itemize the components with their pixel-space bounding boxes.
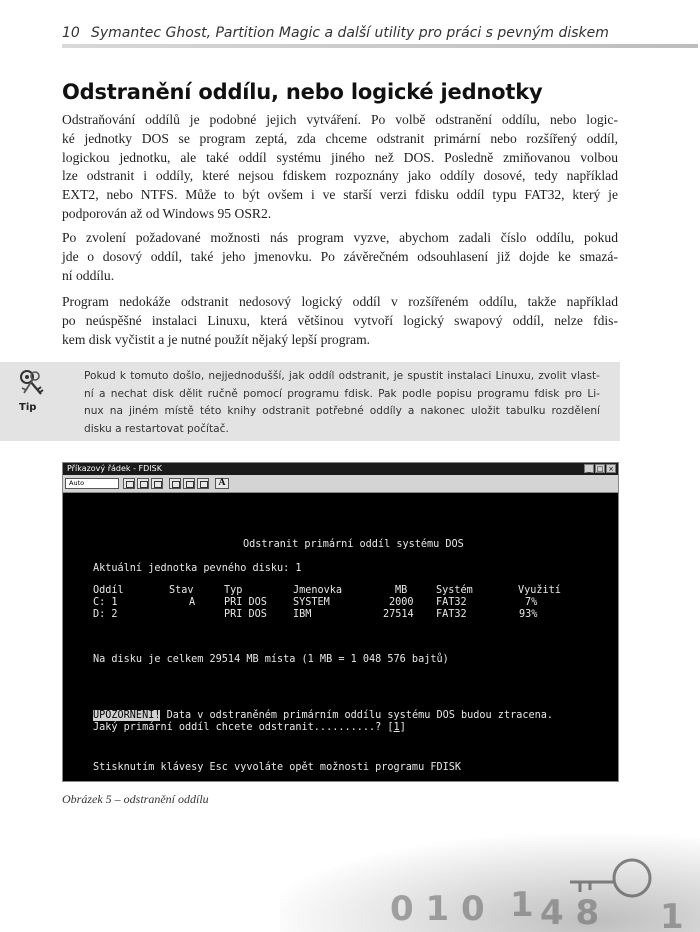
paragraph-line: Odstraňování oddílů je podobné jejich vytváření. Po volbě odstranění oddílu, nebo logic- — [62, 112, 618, 127]
column-header-system: Systém — [436, 585, 473, 596]
column-header-mb: MB — [395, 585, 408, 596]
window-controls — [583, 464, 616, 474]
paragraph-line: podporován až od Windows 95 OSR2. — [62, 205, 272, 221]
running-title: Symantec Ghost, Partition Magic a další utility pro práci s pevným diskem — [91, 25, 609, 41]
row-c-type: PRI DOS — [224, 597, 267, 608]
svg-text:4 8: 4 8 — [540, 893, 600, 932]
row-d-system: FAT32 — [436, 609, 467, 620]
paragraph-line: kem disk vyčistit a je nutné použít nějaký lepší program. — [62, 331, 371, 347]
current-drive-line: Aktuální jednotka pevného disku: 1 — [93, 563, 302, 574]
tip-box — [0, 362, 620, 441]
tip-line: disku a restartovat počítač. — [84, 422, 229, 435]
console-heading: Odstranit primární oddíl systému DOS — [243, 539, 464, 550]
font-size-select[interactable]: Auto — [65, 478, 119, 489]
warning-text: Data v odstraněném primárním oddílu systému DOS budou ztracena. — [160, 710, 554, 721]
tip-text — [84, 368, 600, 438]
window-toolbar — [63, 475, 618, 493]
tip-line: Pokud k tomuto došlo, nejjednodušší, jak oddíl odstranit, je spustit instalaci Linuxu, zvolit vlast- — [84, 370, 600, 382]
svg-text:0 1 0: 0 1 0 — [390, 889, 485, 929]
question-line — [93, 722, 406, 733]
warning-label: UPOZORNĚNÍ! — [93, 710, 161, 721]
fullscreen-icon[interactable] — [169, 478, 181, 489]
tip-line: nux na jiném místě této knihy odstranit potřebné oddíly a nakonec uložit tabulku rozdělení — [84, 405, 600, 417]
row-d-usage: 93% — [519, 609, 538, 620]
window-title: Příkazový řádek - FDISK — [67, 464, 162, 473]
paragraph-1 — [62, 111, 618, 224]
paragraph-line: po neúspěšné instalaci Linuxu, která většinou vytvoří logický swapový oddíl, nelze fdis- — [62, 312, 618, 328]
paragraph-line: ní oddílu. — [62, 267, 115, 283]
paragraph-line: Program nedokáže odstranit nedosový logický oddíl v rozšířeném oddílu, takže například — [62, 294, 618, 309]
maximize-button[interactable]: □ — [596, 465, 604, 473]
question-end: ] — [399, 722, 406, 733]
row-d-label: IBM — [293, 609, 312, 620]
footer-line: Stisknutím klávesy Esc vyvoláte opět možnosti programu FDISK — [93, 762, 462, 773]
section-title: Odstranění oddílu, nebo logické jednotky — [62, 80, 543, 104]
warning-line — [93, 710, 553, 721]
console-window — [62, 462, 619, 782]
decorative-keys-artwork — [280, 820, 700, 932]
mark-icon[interactable] — [123, 478, 135, 489]
header-rule — [62, 44, 698, 48]
copy-icon[interactable] — [137, 478, 149, 489]
row-d-type: PRI DOS — [224, 609, 267, 620]
tip-label: Tip — [19, 402, 37, 413]
running-header — [62, 22, 698, 44]
row-d-mb: 27514 — [383, 609, 414, 620]
font-icon[interactable]: A — [215, 478, 229, 489]
close-button[interactable]: × — [606, 464, 616, 473]
svg-text:1: 1 — [510, 885, 534, 925]
minimize-button[interactable]: _ — [584, 464, 594, 473]
column-header-type: Typ — [224, 585, 243, 596]
total-space-line: Na disku je celkem 29514 MB místa (1 MB = 1 048 576 bajtů) — [93, 654, 449, 665]
paste-icon[interactable] — [151, 478, 163, 489]
paragraph-3 — [62, 293, 618, 349]
paragraph-line: EXT2, nebo NTFS. Může to být ovšem i ve starší verzi fdisku oddíl typu FAT32, který je — [62, 187, 618, 203]
row-c-mb: 2000 — [389, 597, 414, 608]
row-c-status: A — [189, 597, 196, 608]
row-c-system: FAT32 — [436, 597, 467, 608]
row-c-usage: 7% — [525, 597, 538, 608]
page-number: 10 — [62, 25, 80, 41]
paragraph-line: lze odstranit i oddíly, které nejsou fdiskem rozpoznány jako oddíly dosové, tedy například — [62, 168, 618, 184]
column-header-partition: Oddíl — [93, 585, 124, 596]
paragraph-line: Po zvolení požadované možnosti nás program vyzve, abychom zadali číslo oddílu, pokud — [62, 230, 618, 245]
svg-text:1: 1 — [660, 897, 684, 932]
tip-line: ní a nechat disk dělit ručně pomocí programu fdisk. Pak podle popisu programu fdisk pro Li- — [84, 387, 600, 400]
row-c-partition: C: 1 — [93, 597, 118, 608]
paragraph-2 — [62, 229, 618, 285]
question-text: Jaký primární oddíl chcete odstranit..........? [ — [93, 722, 394, 733]
paragraph-line: ké jednotky DOS se program zeptá, zda chceme odstranit primární nebo rozšířený oddíl, — [62, 130, 618, 146]
answer-input[interactable]: 1 — [393, 722, 400, 733]
row-c-label: SYSTEM — [293, 597, 330, 608]
properties-icon[interactable] — [183, 478, 195, 489]
column-header-usage: Využití — [518, 585, 561, 596]
console-area — [63, 493, 618, 781]
window-titlebar[interactable] — [63, 463, 618, 475]
row-d-partition: D: 2 — [93, 609, 118, 620]
figure-caption: Obrázek 5 – odstranění oddílu — [62, 792, 209, 806]
column-header-label: Jmenovka — [293, 585, 343, 596]
column-header-status: Stav — [169, 585, 194, 596]
paragraph-line: logickou jednotku, ale také oddíl systému jiného než DOS. Posledně zmiňovanou volbou — [62, 149, 618, 165]
background-icon[interactable] — [197, 478, 209, 489]
paragraph-line: jde o dosový oddíl, také jeho jmenovku. Po závěrečném odsouhlasení již dojde ke smazá- — [62, 248, 618, 264]
keys-icon — [16, 368, 46, 398]
